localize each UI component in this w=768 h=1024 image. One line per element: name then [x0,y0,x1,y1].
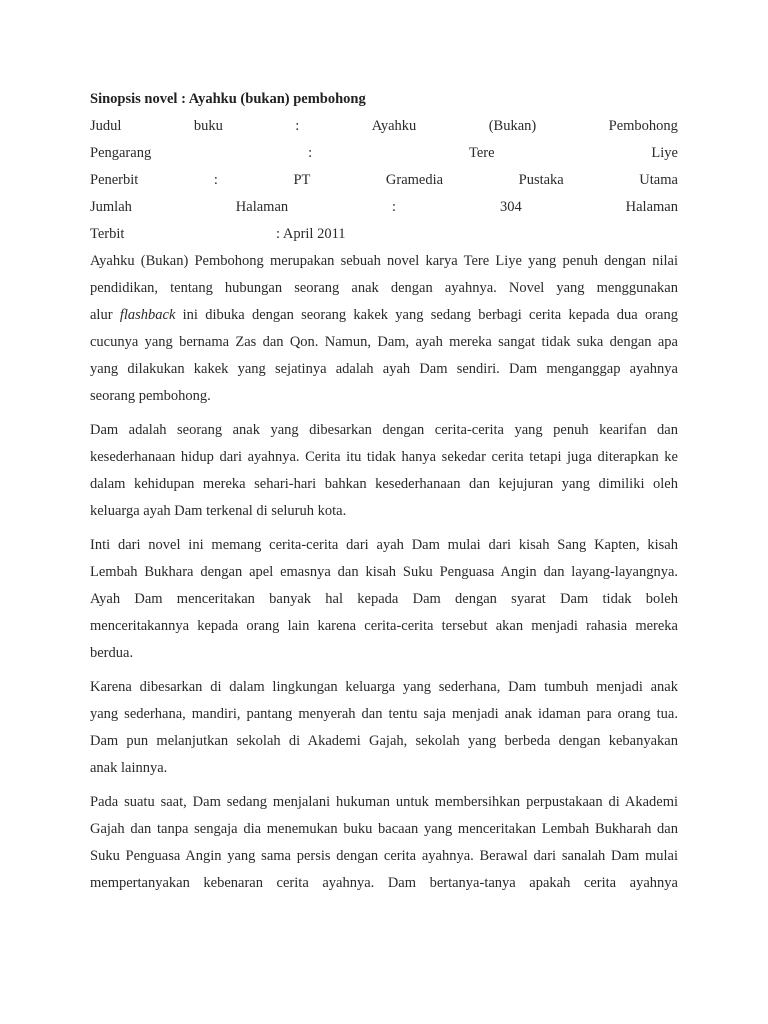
meta-row [90,221,678,248]
text-fragment: ini dibuka dengan seorang kakek yang sedang berbagi cerita kepada dua orang [175,307,678,323]
meta-cell: Pengarang [90,145,152,161]
meta-cell: (Bukan) [488,118,537,134]
meta-cell: Pembohong [608,118,678,134]
meta-cell: Liye [651,145,678,161]
meta-cell: : [308,145,313,161]
meta-cell: Halaman [235,199,289,215]
meta-cell: Pustaka [518,172,564,188]
paragraph [90,789,678,897]
meta-cell: Judul [90,118,122,134]
text-line: mempertanyakan kebenaran cerita ayahnya. Dam bertanya-tanya apakah cerita ayahnya [90,875,678,891]
meta-cell: Halaman [625,199,678,215]
meta-cell: Ayahku [371,118,417,134]
meta-label: Terbit [90,226,125,242]
meta-row [90,167,678,194]
text-line: Lembah Bukhara dengan apel emasnya dan kisah Suku Penguasa Angin dan layang-layangnya. [90,564,678,580]
paragraph [90,248,678,410]
book-metadata [90,113,678,248]
text-line: Ayahku (Bukan) Pembohong merupakan sebuah novel karya Tere Liye yang penuh dengan nilai [90,253,678,269]
meta-cell: Tere [468,145,495,161]
text-line: yang sederhana, mandiri, pantang menyerah dan tentu saja menjadi anak idaman para orang tua. [90,706,678,722]
meta-row [90,113,678,140]
text-line [90,302,678,329]
meta-row [90,194,678,221]
meta-cell: Utama [639,172,678,188]
meta-cell: Jumlah [90,199,132,215]
meta-cell: Penerbit [90,172,139,188]
text-line: Pada suatu saat, Dam sedang menjalani hukuman untuk membersihkan perpustakaan di Akademi [90,794,678,810]
text-line: pendidikan, tentang hubungan seorang anak dengan ayahnya. Novel yang menggunakan [90,280,678,296]
text-line: berdua. [90,645,134,661]
text-line: keluarga ayah Dam terkenal di seluruh kota. [90,503,347,519]
meta-cell: : [392,199,397,215]
text-line: kesederhanaan hidup dari ayahnya. Cerita itu tidak hanya sekedar cerita tetapi juga diterapkan ke [90,449,678,465]
text-line: seorang pembohong. [90,388,211,404]
text-line: Dam pun melanjutkan sekolah di Akademi Gajah, sekolah yang berbeda dengan kebanyakan [90,733,678,749]
text-line: cucunya yang bernama Zas dan Qon. Namun, Dam, ayah mereka sangat tidak suka dengan apa [90,334,678,350]
meta-cell: PT [293,172,311,188]
paragraph [90,674,678,782]
italic-term: flashback [119,307,176,323]
text-line: dalam kehidupan mereka sehari-hari bahkan kesederhanaan dan kejujuran yang dimiliki oleh [90,476,678,492]
meta-cell: : [213,172,218,188]
synopsis-body [90,248,678,897]
meta-cell: Gramedia [385,172,444,188]
meta-cell: 304 [499,199,522,215]
text-line: Dam adalah seorang anak yang dibesarkan dengan cerita-cerita yang penuh kearifan dan [90,422,678,438]
document-title: Sinopsis novel : Ayahku (bukan) pembohong [90,91,366,107]
meta-cell: : [295,118,300,134]
text-line: Suku Penguasa Angin yang sama persis dengan cerita ayahnya. Berawal dari sanalah Dam mulai [90,848,678,864]
text-line: Gajah dan tanpa sengaja dia menemukan buku bacaan yang menceritakan Lembah Bukharah dan [90,821,678,837]
text-line: menceritakannya kepada orang lain karena cerita-cerita tersebut akan menjadi rahasia mereka [90,618,678,634]
meta-value: : April 2011 [276,226,346,242]
text-fragment: alur [90,307,120,323]
document-page [90,86,678,904]
text-line: yang dilakukan kakek yang sejatinya adalah ayah Dam sendiri. Dam menganggap ayahnya [90,361,678,377]
text-line: Karena dibesarkan di dalam lingkungan keluarga yang sederhana, Dam tumbuh menjadi anak [90,679,678,695]
meta-cell: buku [193,118,223,134]
meta-row [90,140,678,167]
text-line: Ayah Dam menceritakan banyak hal kepada Dam dengan syarat Dam tidak boleh [90,591,678,607]
text-line: Inti dari novel ini memang cerita-cerita dari ayah Dam mulai dari kisah Sang Kapten, kisah [90,537,678,553]
paragraph [90,417,678,525]
paragraph [90,532,678,667]
text-line: anak lainnya. [90,760,168,776]
